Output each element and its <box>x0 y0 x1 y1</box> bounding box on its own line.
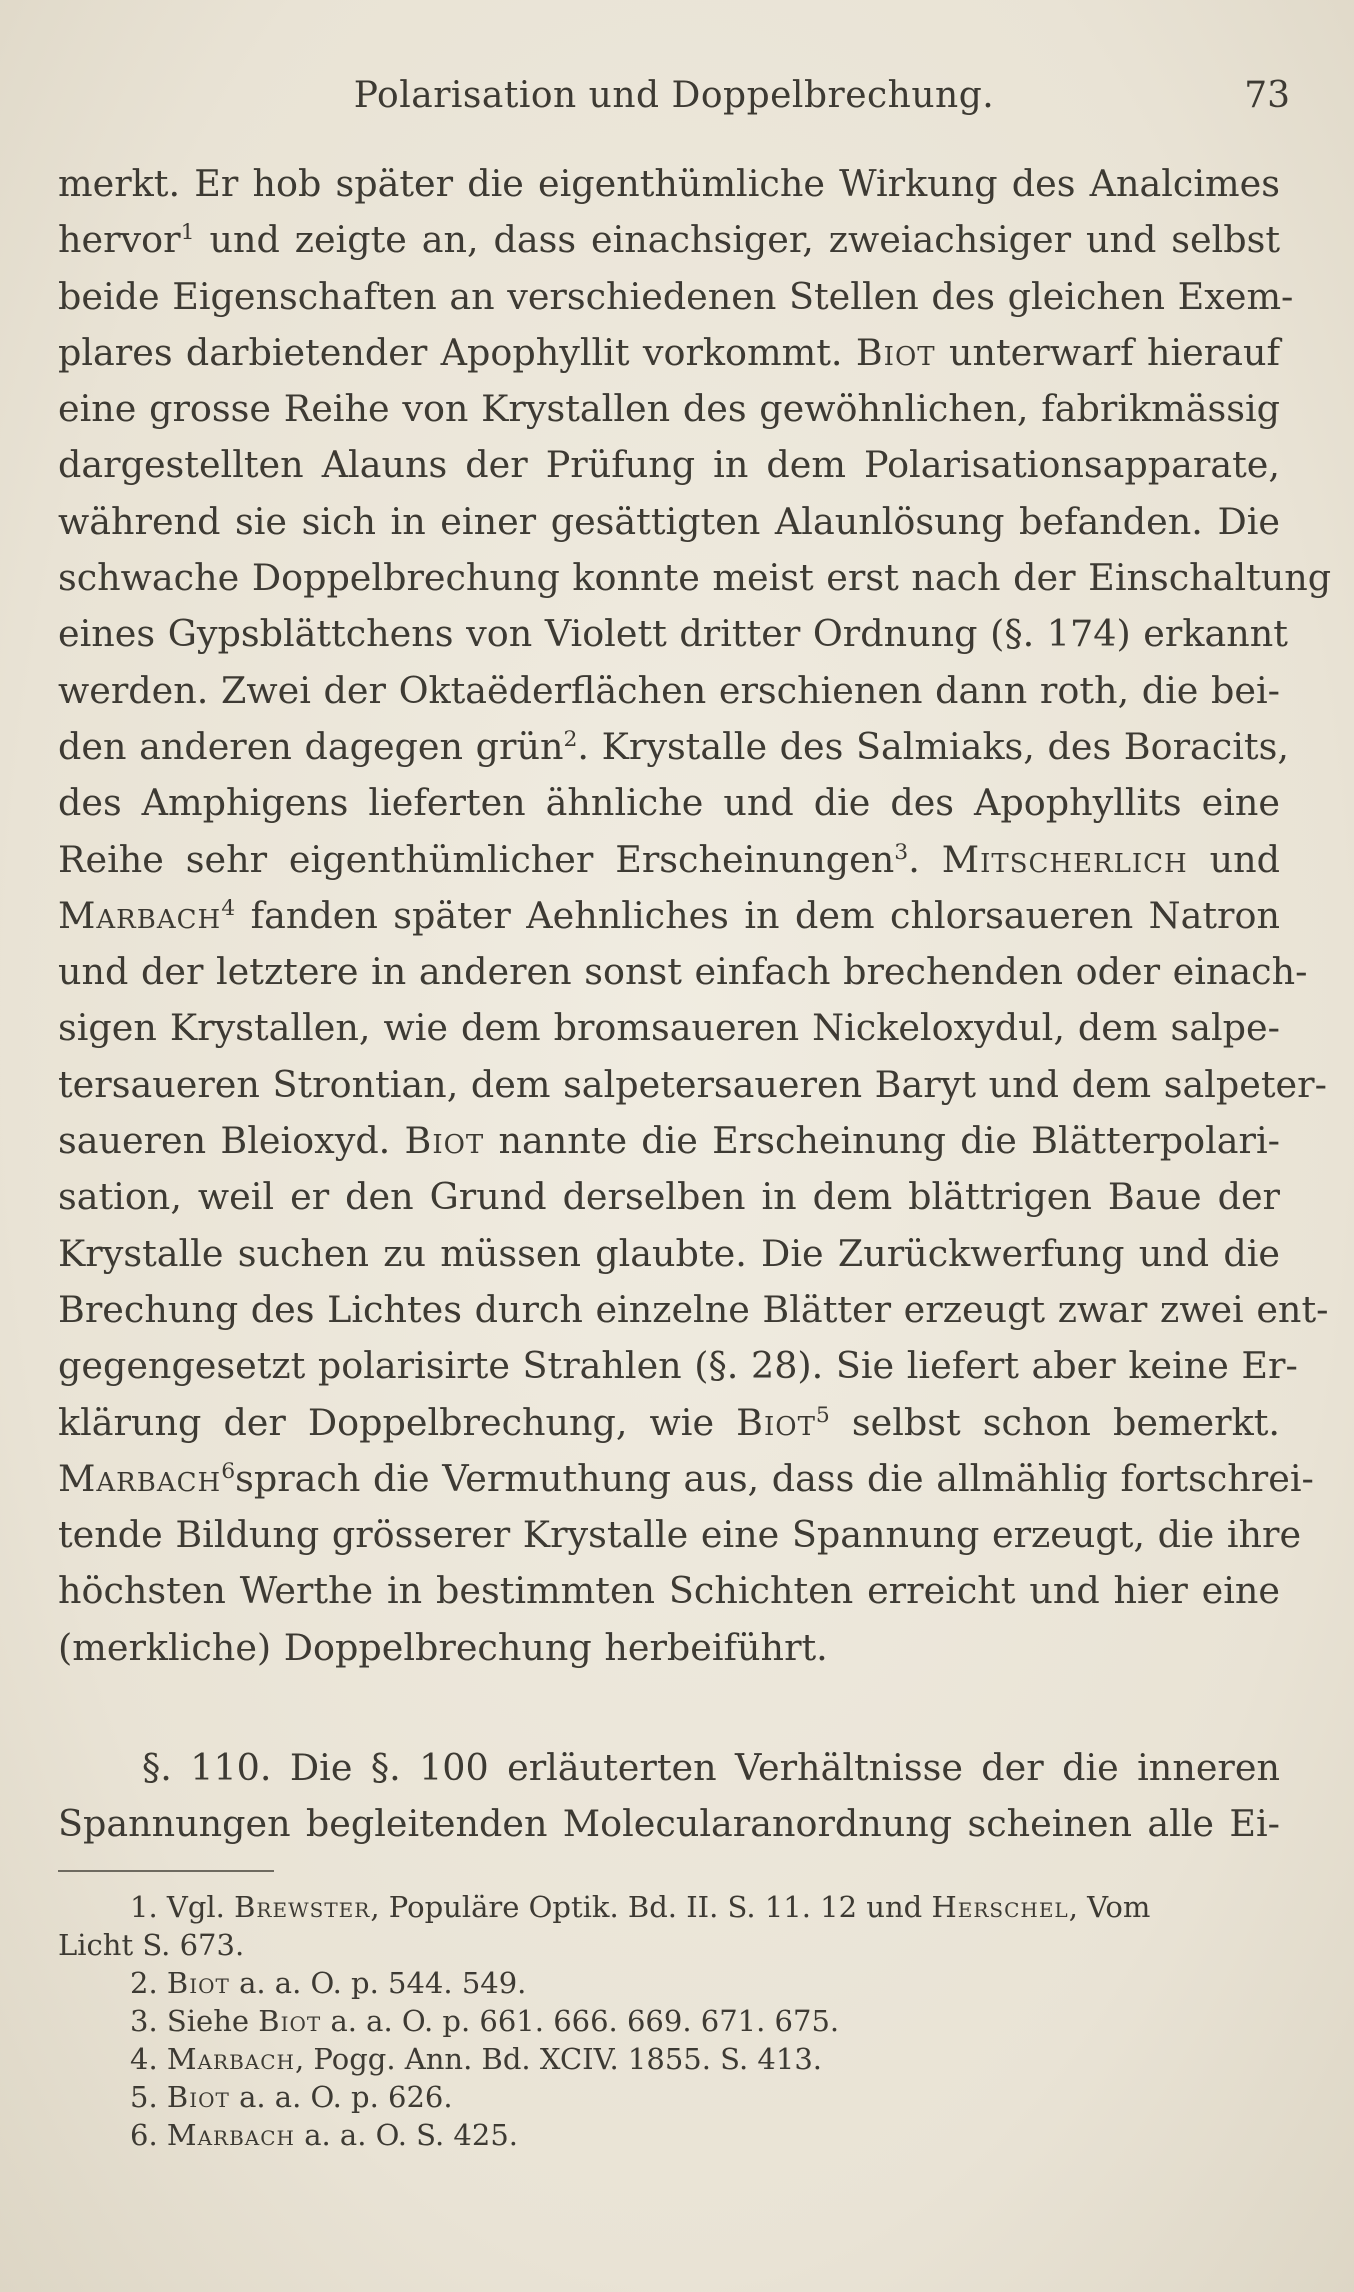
author-name: Brewster <box>234 1890 371 1924</box>
section-number: §. 110. <box>142 1746 272 1789</box>
footnote-ref: 1 <box>180 220 195 246</box>
header-title: Polarisation und Doppelbrechung. <box>353 75 995 116</box>
footnote-ref: 4 <box>221 895 236 921</box>
footnote-3: 3. Siehe Biot a. a. O. p. 661. 666. 669. 671. 675. <box>130 2004 840 2038</box>
footnote-4: 4. Marbach, Pogg. Ann. Bd. XCIV. 1855. S. 413. <box>130 2042 822 2076</box>
author-name: Marbach <box>58 893 222 937</box>
footnote-ref: 6 <box>221 1458 236 1484</box>
footnote-ref: 3 <box>894 839 909 865</box>
footnote-2: 2. Biot a. a. O. p. 544. 549. <box>130 1966 527 2000</box>
footnote-5: 5. Biot a. a. O. p. 626. <box>130 2080 453 2114</box>
text-line: merkt. Er hob später die eigenthümliche Wirkung des Analcimes <box>58 162 1280 205</box>
text-line: sigen Krystallen, wie dem bromsaueren Nickeloxydul, dem salpe- <box>58 1006 1280 1050</box>
text-line: sation, weil er den Grund derselben in dem blättrigen Baue der <box>58 1175 1280 1219</box>
text-line: (merkliche) Doppelbrechung herbeiführt. <box>58 1625 828 1669</box>
text-line: werden. Zwei der Oktaëderflächen erschienen dann roth, die bei- <box>58 668 1280 712</box>
author-name: Biot <box>258 2004 322 2038</box>
text-line: Marbach$^6$sprach die Vermuthung aus, dass die allmählig fortschrei- <box>58 1456 1314 1500</box>
footnotes <box>58 1888 1280 2154</box>
body-text <box>58 156 1332 1676</box>
text-line: hervor$^1$ und zeigte an, dass einachsiger, zweiachsiger und selbst <box>58 218 1280 262</box>
text-line: beide Eigenschaften an verschiedenen Stellen des gleichen Exem- <box>58 274 1294 318</box>
text-line: tersaueren Strontian, dem salpetersaueren Baryt und dem salpeter- <box>58 1062 1327 1106</box>
text-line: tende Bildung grösserer Krystalle eine Spannung erzeugt, die ihre <box>58 1513 1302 1557</box>
author-name: Marbach <box>58 1456 222 1500</box>
running-header <box>58 72 1290 120</box>
text-line: saueren Bleioxyd. Biot nannte die Erscheinung die Blätterpolari- <box>58 1119 1280 1163</box>
footnote-6: 6. Marbach a. a. O. S. 425. <box>130 2118 519 2152</box>
page-number: 73 <box>1244 75 1290 116</box>
text-line: und der letztere in anderen sonst einfach brechenden oder einach- <box>58 950 1308 994</box>
text-line: dargestellten Alauns der Prüfung in dem Polarisationsapparate, <box>58 443 1280 487</box>
text-line: schwache Doppelbrechung konnte meist erst nach der Einschaltung <box>58 556 1332 600</box>
author-name: Biot <box>736 1400 816 1444</box>
footnote-1: 1. Vgl. Brewster, Populäre Optik. Bd. II. S. 11. 12 und Herschel, Vom <box>130 1890 1151 1924</box>
footnote-divider <box>58 1870 274 1872</box>
author-name: Marbach <box>166 2042 295 2076</box>
text-line: des Amphigens lieferten ähnliche und die des Apophyllits eine <box>58 781 1280 825</box>
text-line: gegengesetzt polarisirte Strahlen (§. 28). Sie liefert aber keine Er- <box>58 1344 1298 1388</box>
author-name: Marbach <box>166 2118 295 2152</box>
footnote-1-cont: Licht S. 673. <box>58 1928 245 1962</box>
text-line: eine grosse Reihe von Krystallen des gewöhnlichen, fabrikmässig <box>58 387 1280 431</box>
footnote-ref: 2 <box>563 726 578 752</box>
section-line: §. 110. Die §. 100 erläuterten Verhältnisse der die inneren <box>142 1746 1280 1789</box>
footnote-ref: 5 <box>815 1402 830 1428</box>
section-line: Spannungen begleitenden Molecularanordnung scheinen alle Ei- <box>58 1802 1280 1845</box>
text-line: Marbach$^4$ fanden später Aehnliches in dem chlorsaueren Natron <box>58 893 1280 937</box>
text-line: Reihe sehr eigenthümlicher Erscheinungen$^3$. Mitscherlich und <box>58 837 1281 881</box>
author-name: Mitscherlich <box>941 837 1188 881</box>
text-line: während sie sich in einer gesättigten Alaunlösung befanden. Die <box>58 499 1280 543</box>
text-line: Brechung des Lichtes durch einzelne Blätter erzeugt zwar zwei ent- <box>58 1287 1329 1331</box>
text-line: klärung der Doppelbrechung, wie Biot$^5$ selbst schon bemerkt. <box>58 1400 1280 1444</box>
author-name: Biot <box>166 2080 230 2114</box>
text-line: den anderen dagegen grün$^2$. Krystalle des Salmiaks, des Boracits, <box>58 724 1289 768</box>
text-line: Krystalle suchen zu müssen glaubte. Die Zurückwerfung und die <box>58 1231 1280 1275</box>
text-line: plares darbietender Apophyllit vorkommt. Biot unterwarf hierauf <box>58 330 1281 374</box>
text-line: eines Gypsblättchens von Violett dritter Ordnung (§. 174) erkannt <box>58 612 1288 656</box>
author-name: Biot <box>855 330 936 374</box>
text-line: höchsten Werthe in bestimmten Schichten erreicht und hier eine <box>58 1569 1280 1613</box>
author-name: Herschel <box>931 1890 1069 1924</box>
author-name: Biot <box>404 1119 485 1163</box>
author-name: Biot <box>166 1966 230 2000</box>
section-110 <box>58 1740 1280 1852</box>
